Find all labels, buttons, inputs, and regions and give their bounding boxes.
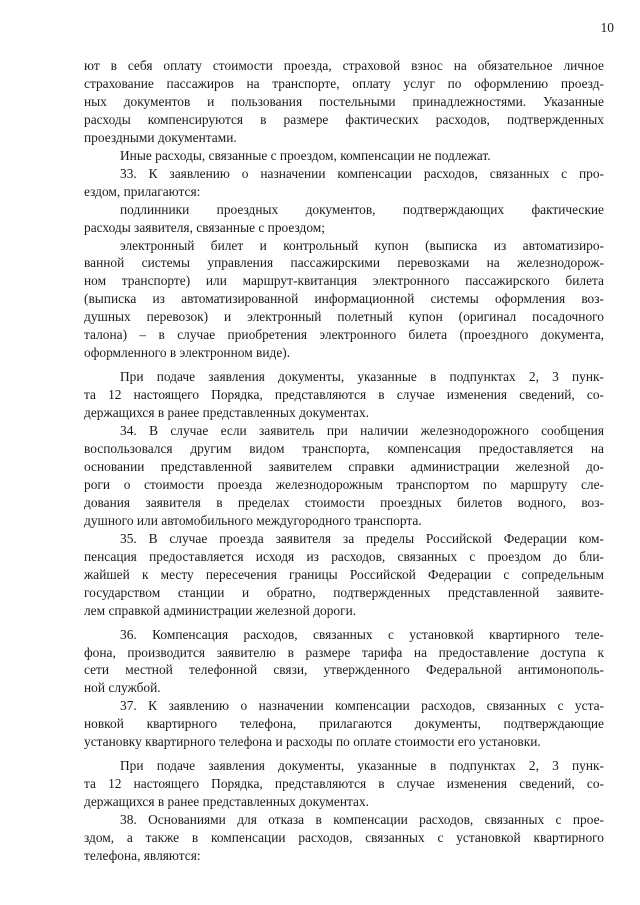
text-line: держащихся в ранее представленных документах. xyxy=(84,405,370,421)
text-line: держащихся в ранее представленных документах. xyxy=(84,794,370,810)
text-line: основании представленной заявителем справки администрации железной до- xyxy=(84,458,604,474)
text-line: та 12 настоящего Порядка, представляются в случае изменения сведений, со- xyxy=(84,776,604,792)
paragraph xyxy=(84,368,604,422)
text-line: расходы компенсируются в размере фактических расходов, подтвержденных xyxy=(84,111,604,127)
text-line: фона, производится заявителю в размере тарифа на предоставление доступа к xyxy=(84,644,604,660)
text-line: жайшей к месту пересечения границы Российской Федерации с сопредельным xyxy=(84,566,604,582)
text-line: (выписка из автоматизированной информационной системы оформления воз- xyxy=(84,291,604,307)
text-line: При подаче заявления документы, указанные в подпунктах 2, 3 пунк- xyxy=(120,369,604,385)
paragraph xyxy=(84,422,604,530)
paragraph xyxy=(84,757,604,811)
paragraph xyxy=(84,165,604,201)
text-line: оформленного в электронном виде). xyxy=(84,345,291,361)
text-line: страхование пассажиров на транспорте, оплату услуг по оформлению проезд- xyxy=(84,75,604,91)
text-line: ном транспорте) или маршрут-квитанция электронного пассажирского билета xyxy=(84,273,604,289)
text-line: роги о стоимости проезда железнодорожным транспортом по маршруту сле- xyxy=(84,476,604,492)
text-line: 37. К заявлению о назначении компенсации расходов, связанных с уста- xyxy=(120,698,604,714)
paragraph xyxy=(84,237,604,363)
text-line: ют в себя оплату стоимости проезда, страховой взнос на обязательное личное xyxy=(84,58,604,73)
text-line: душного или автомобильного междугородного транспорта. xyxy=(84,512,422,528)
text-line: дования заявителя в пределах стоимости проездных билетов водного, воз- xyxy=(84,494,604,510)
text-line: 33. К заявлению о назначении компенсации расходов, связанных с про- xyxy=(120,165,604,181)
text-line: талона) – в случае приобретения электронного билета (проездного документа, xyxy=(84,327,604,343)
text-line: проездными документами. xyxy=(84,129,237,145)
paragraph xyxy=(84,697,604,751)
text-line: установку квартирного телефона и расходы по оплате стоимости его установки. xyxy=(84,734,541,750)
paragraph xyxy=(84,626,604,698)
text-line: 34. В случае если заявитель при наличии железнодорожного сообщения xyxy=(120,423,604,439)
text-line: сети местной телефонной связи, утвержденного Федеральной антимонополь- xyxy=(84,662,604,678)
page-number: 10 xyxy=(600,20,614,35)
text-line: 36. Компенсация расходов, связанных с установкой квартирного теле- xyxy=(120,626,604,642)
text-line: та 12 настоящего Порядка, представляются в случае изменения сведений, со- xyxy=(84,387,604,403)
text-line: Иные расходы, связанные с проездом, компенсации не подлежат. xyxy=(120,147,491,163)
paragraph xyxy=(84,147,604,165)
text-line: здом, а также в компенсации расходов, связанных с установкой квартирного xyxy=(84,830,604,846)
text-line: 38. Основаниями для отказа в компенсации расходов, связанных с прое- xyxy=(120,812,604,828)
text-line: ных документов и пользования постельными принадлежностями. Указанные xyxy=(84,93,604,109)
text-line: воспользовался другим видом транспорта, компенсация предоставляется на xyxy=(84,441,604,457)
text-line: электронный билет и контрольный купон (выписка из автоматизиро- xyxy=(120,237,604,253)
text-line: 35. В случае проезда заявителя за пределы Российской Федерации ком- xyxy=(120,530,604,546)
paragraph xyxy=(84,811,604,865)
text-line: телефона, являются: xyxy=(84,847,201,863)
text-line: подлинники проездных документов, подтверждающих фактические xyxy=(120,201,604,217)
text-line: лем справкой администрации железной дороги. xyxy=(84,602,357,618)
text-line: ной службой. xyxy=(84,680,161,696)
text-line: ванной системы управления пассажирскими перевозками на железнодорож- xyxy=(84,255,604,271)
text-line: пенсация предоставляется исходя из расходов, связанных с проездом до бли- xyxy=(84,548,604,564)
paragraph xyxy=(84,57,604,147)
paragraph xyxy=(84,530,604,620)
text-line: ездом, прилагаются: xyxy=(84,183,201,199)
paragraph xyxy=(84,201,604,237)
text-line: государством станции и обратно, подтвержденных представленной заявите- xyxy=(84,584,604,600)
text-line: душных перевозок) и электронный полетный купон (оригинал посадочного xyxy=(84,309,604,325)
text-line: новкой квартирного телефона, прилагаются документы, подтверждающие xyxy=(84,716,604,732)
document-body xyxy=(84,57,604,865)
text-line: расходы заявителя, связанные с проездом; xyxy=(84,219,325,235)
text-line: При подаче заявления документы, указанные в подпунктах 2, 3 пунк- xyxy=(120,758,604,774)
